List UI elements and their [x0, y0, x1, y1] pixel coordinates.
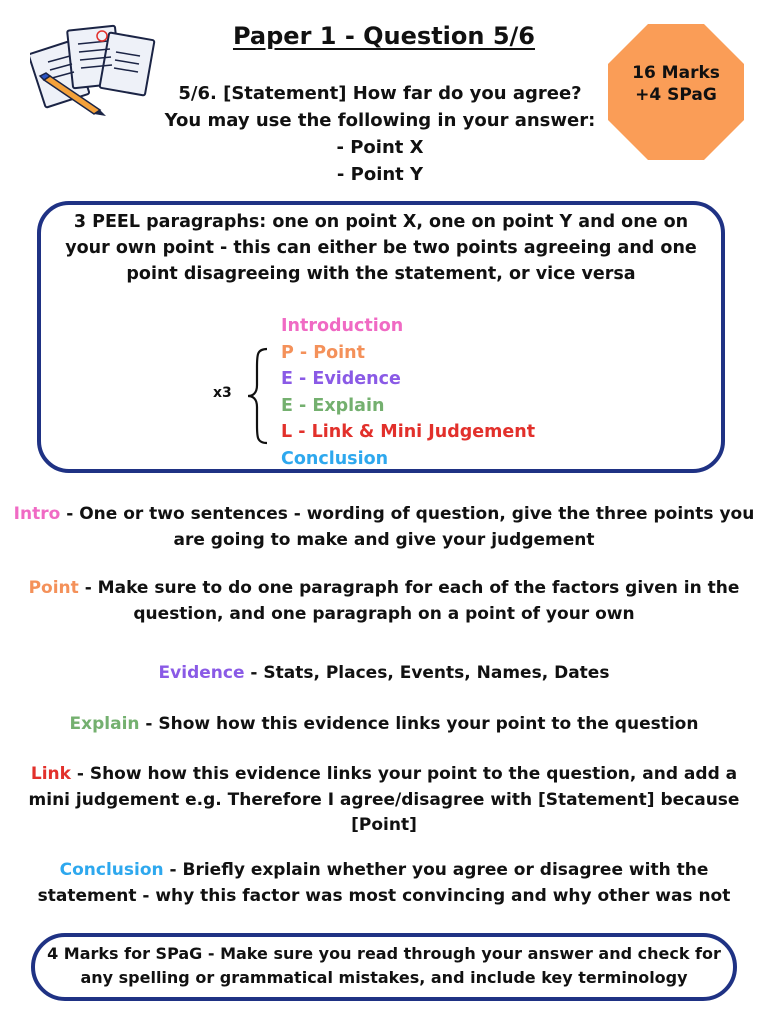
page-title: Paper 1 - Question 5/6 — [232, 22, 535, 50]
section-term: Point — [28, 578, 79, 598]
peel-description: 3 PEEL paragraphs: one on point X, one on point Y and one on your own point - this can either be two points agreeing and one point disagreeing with the statement, or vice versa — [65, 212, 697, 284]
section-term: Link — [30, 764, 71, 784]
question-line: - Point X — [336, 137, 424, 158]
section-term: Evidence — [158, 663, 245, 683]
question-block — [130, 80, 630, 188]
question-line: 5/6. [Statement] How far do you agree? — [178, 83, 582, 104]
spag-box — [31, 933, 737, 1001]
repeat-label: x3 — [213, 385, 232, 401]
peel-item-introduction: Introduction — [281, 316, 404, 336]
spag-text: 4 Marks for SPaG - Make sure you read through your answer and check for any spelling or grammatical mistakes, and include key terminology — [47, 944, 721, 987]
question-line: You may use the following in your answer: — [164, 110, 596, 131]
section-explain — [10, 712, 758, 738]
curly-brace-icon — [245, 347, 271, 445]
peel-item-evidence: E - Evidence — [281, 369, 401, 389]
peel-structure-box — [37, 201, 725, 473]
section-intro — [10, 502, 758, 553]
section-body: - Make sure to do one paragraph for each of the factors given in the question, and one paragraph on a point of your own — [78, 578, 740, 624]
section-body: - Show how this evidence links your point to the question — [139, 714, 699, 734]
peel-item-point: P - Point — [281, 342, 365, 363]
peel-item-explain: E - Explain — [281, 395, 385, 416]
badge-marks: 16 Marks — [632, 63, 720, 83]
section-body: - Show how this evidence links your point to the question, and add a mini judgement e.g. Therefore I agree/disagree with [Statement] because [Point] — [28, 764, 740, 835]
section-term: Intro — [13, 504, 61, 524]
peel-list — [281, 313, 535, 472]
section-term: Explain — [69, 714, 140, 734]
peel-item-link: L - Link & Mini Judgement — [281, 422, 536, 442]
section-term: Conclusion — [59, 860, 164, 880]
section-link — [10, 762, 758, 839]
peel-item-conclusion: Conclusion — [281, 448, 389, 469]
section-evidence — [10, 661, 758, 687]
section-point — [10, 576, 758, 627]
section-conclusion — [10, 858, 758, 909]
question-line: - Point Y — [336, 164, 424, 185]
section-body: - One or two sentences - wording of question, give the three points you are going to make and give your judgement — [60, 504, 755, 550]
section-body: - Briefly explain whether you agree or disagree with the statement - why this factor was most convincing and why other was not — [37, 860, 731, 906]
section-body: - Stats, Places, Events, Names, Dates — [244, 663, 610, 683]
badge-spag: +4 SPaG — [635, 85, 717, 105]
